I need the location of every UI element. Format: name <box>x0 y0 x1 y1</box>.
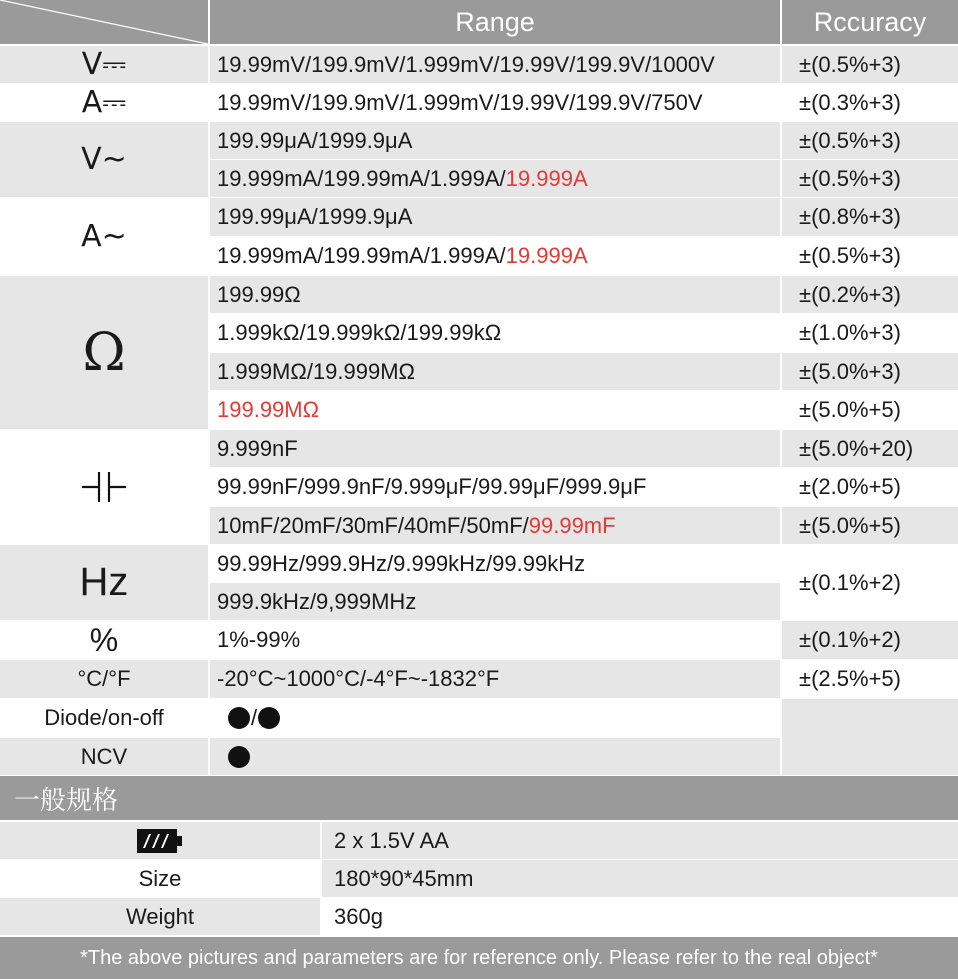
accuracy-cell: ±(2.5%+5) <box>782 660 958 698</box>
capacitor-icon <box>82 470 126 504</box>
range-cell <box>210 699 780 737</box>
range-cell: 1.999kΩ/19.999kΩ/199.99kΩ <box>210 314 780 352</box>
weight-value: 360g <box>322 898 958 935</box>
range-cell <box>210 160 780 197</box>
accuracy-empty-cell <box>782 699 958 775</box>
supported-dot-icon <box>228 746 250 768</box>
accuracy-cell: ±(1.0%+3) <box>782 314 958 352</box>
accuracy-cell: ±(5.0%+5) <box>782 391 958 429</box>
symbol-aac <box>0 198 208 275</box>
range-cell <box>210 391 780 429</box>
diagonal-divider <box>0 0 208 44</box>
accuracy-cell: ±(0.3%+3) <box>782 84 958 121</box>
accuracy-cell: ±(0.5%+3) <box>782 46 958 83</box>
symbol-adc <box>0 84 208 121</box>
accuracy-cell: ±(0.5%+3) <box>782 122 958 159</box>
symbol-capacitance <box>0 430 208 544</box>
range-cell: 99.99Hz/999.9Hz/9.999kHz/99.99kHz <box>210 545 780 582</box>
range-cell: 999.9kHz/9,999MHz <box>210 583 780 620</box>
range-cell: 199.99μA/1999.9μA <box>210 198 780 236</box>
range-text: 19.999mA/199.99mA/1.999A/ <box>217 165 506 191</box>
symbol-vdc <box>0 46 208 83</box>
hz-label: Hz <box>79 560 129 604</box>
weight-label: Weight <box>0 898 320 935</box>
supported-dot-icon <box>258 707 280 729</box>
disclaimer-footer: *The above pictures and parameters are for reference only. Please refer to the real object* <box>0 937 958 979</box>
range-highlight: 99.99mF <box>528 512 616 538</box>
range-cell <box>210 507 780 544</box>
range-header: Range <box>210 0 780 44</box>
dc-voltage-icon: V⎓ <box>81 47 127 82</box>
range-cell: 199.99μA/1999.9μA <box>210 122 780 159</box>
ohm-icon: Ω <box>82 322 126 383</box>
percent-label: % <box>89 621 119 658</box>
range-cell: 1%-99% <box>210 621 780 659</box>
table-header-corner <box>0 0 208 44</box>
range-cell: 99.99nF/999.9nF/9.999μF/99.99μF/999.9μF <box>210 468 780 506</box>
accuracy-cell: ±(5.0%+20) <box>782 430 958 467</box>
symbol-hz <box>0 545 208 620</box>
accuracy-cell: ±(5.0%+3) <box>782 353 958 390</box>
range-highlight: 19.999A <box>505 243 588 268</box>
accuracy-cell: ±(2.0%+5) <box>782 468 958 506</box>
range-highlight: 19.999A <box>505 165 588 191</box>
symbol-diode: Diode/on-off <box>0 699 208 737</box>
general-specs-title: 一般规格 <box>0 776 958 820</box>
accuracy-cell: ±(0.1%+2) <box>782 545 958 620</box>
range-text: 19.999mA/199.99mA/1.999A/ <box>217 243 506 268</box>
battery-label-cell <box>0 822 320 859</box>
accuracy-cell: ±(0.5%+3) <box>782 160 958 197</box>
range-cell <box>210 237 780 275</box>
accuracy-cell: ±(0.5%+3) <box>782 237 958 275</box>
dc-current-icon: A⎓ <box>81 85 127 120</box>
range-cell: -20°C~1000°C/-4°F~-1832°F <box>210 660 780 698</box>
range-text: 10mF/20mF/30mF/40mF/50mF/ <box>217 512 529 538</box>
range-cell: 199.99Ω <box>210 276 780 313</box>
symbol-ohm <box>0 276 208 429</box>
dot-separator: / <box>251 705 258 730</box>
range-cell: 1.999MΩ/19.999MΩ <box>210 353 780 390</box>
supported-dot-icon <box>228 707 250 729</box>
size-value: 180*90*45mm <box>322 860 958 897</box>
symbol-temperature: °C/°F <box>0 660 208 698</box>
accuracy-cell: ±(0.8%+3) <box>782 198 958 236</box>
accuracy-cell: ±(5.0%+5) <box>782 507 958 544</box>
ac-current-icon: A~ <box>81 219 127 254</box>
range-cell <box>210 738 780 775</box>
range-cell: 19.99mV/199.9mV/1.999mV/19.99V/199.9V/1000V <box>210 46 780 83</box>
accuracy-cell: ±(0.1%+2) <box>782 621 958 659</box>
symbol-ncv: NCV <box>0 738 208 775</box>
accuracy-header: Rccuracy <box>782 0 958 44</box>
battery-value: 2 x 1.5V AA <box>322 822 958 859</box>
range-cell: 19.99mV/199.9mV/1.999mV/19.99V/199.9V/750V <box>210 84 780 121</box>
range-highlight: 199.99MΩ <box>217 397 320 422</box>
size-label: Size <box>0 860 320 897</box>
battery-icon <box>137 829 183 853</box>
symbol-vac <box>0 122 208 197</box>
range-cell: 9.999nF <box>210 430 780 467</box>
symbol-percent <box>0 621 208 659</box>
accuracy-cell: ±(0.2%+3) <box>782 276 958 313</box>
ac-voltage-icon: V~ <box>81 142 127 177</box>
